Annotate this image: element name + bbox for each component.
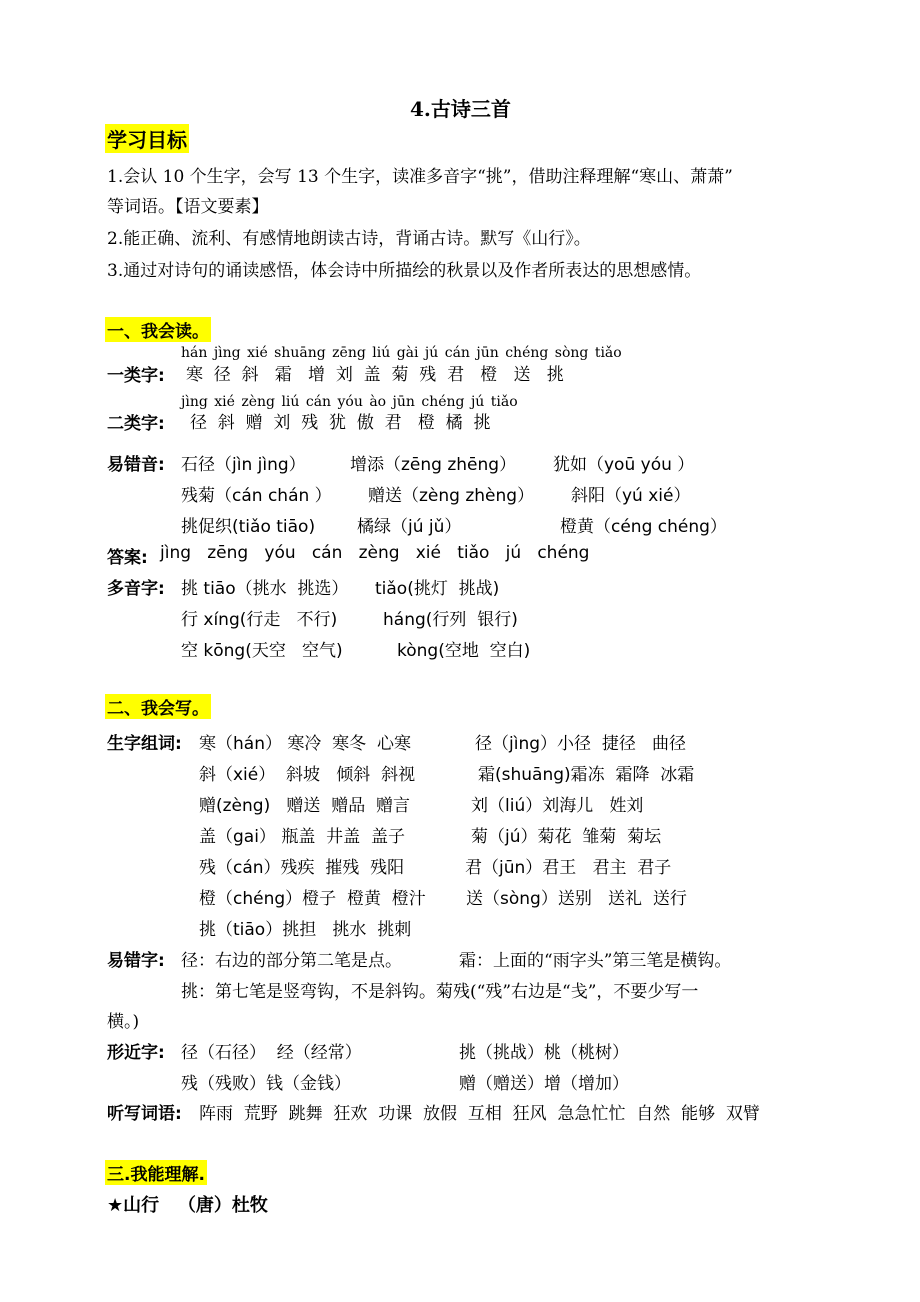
zuci-item: 径（jìng）小径 捷径 曲径 [475,734,687,754]
tingxie-label: 听写词语: [107,1104,182,1124]
class-2-chars: 径 斜 赠 刘 残 犹 傲 君 橙 橘 挑 [190,413,491,433]
zuci-item: 赠(zèng) 赠送 赠品 赠言 [199,796,411,816]
zuci-item: 刘（liú）刘海儿 姓刘 [471,796,644,816]
zuci-item: 菊（jú）菊花 雏菊 菊坛 [471,827,662,847]
duoyin-item: kòng(空地 空白) [397,641,531,661]
section-2-heading: 二、我会写。 [105,694,211,719]
zuci-item: 残（cán）残疾 摧残 残阳 [199,858,405,878]
xingjin-item: 挑（挑战）桃（桃树） [459,1043,629,1063]
zuci-item: 斜（xié） 斜坡 倾斜 斜视 [199,765,416,785]
goal-item-1-line-2: 等词语。【语文要素】 [107,197,269,217]
zuci-item: 霜(shuāng)霜冻 霜降 冰霜 [478,765,695,785]
zuci-item: 君（jūn）君王 君主 君子 [465,858,672,878]
zuci-item: 挑（tiāo）挑担 挑水 挑刺 [199,920,412,940]
duoyin-item: háng(行列 银行) [383,610,518,630]
section-3-heading: 三.我能理解. [105,1160,207,1185]
duoyin-label: 多音字: [107,579,165,599]
yicuoyin-item: 石径（jìn jìng） [181,455,306,475]
yicuoyin-item: 残菊（cán chán ） [181,486,332,506]
class-2-pinyin: jìng xié zèng liú cán yóu ào jūn chéng jú tiǎo [181,394,518,410]
class-1-label: 一类字: [107,366,165,386]
yicuozi-line-3: 横。) [107,1012,140,1032]
goals-heading: 学习目标 [105,124,189,153]
tingxie-text: 阵雨 荒野 跳舞 狂欢 功课 放假 互相 狂风 急急忙忙 自然 能够 双臂 [199,1104,760,1124]
zuci-item: 送（sòng）送别 送礼 送行 [466,889,687,909]
yicuoyin-item: 挑促织(tiǎo tiāo) [181,517,316,537]
section-1-heading: 一、我会读。 [105,317,211,342]
xingjin-item: 径（石径） 经（经常） [181,1043,362,1063]
yicuozi-label: 易错字: [107,951,165,971]
yicuozi-line-1b: 霜：上面的“雨字头”第三笔是横钩。 [459,951,732,971]
goal-item-1-line-1: 1.会认 10 个生字，会写 13 个生字，读准多音字“挑”，借助注释理解“寒山、萧萧” [107,167,733,187]
duoyin-item: 行 xíng(行走 不行) [181,610,338,630]
duoyin-item: 挑 tiāo（挑水 挑选） [181,579,349,599]
poem-title-line: ★山行 （唐）杜牧 [107,1195,268,1216]
zuci-item: 橙（chéng）橙子 橙黄 橙汁 [199,889,426,909]
zuci-item: 寒（hán） 寒冷 寒冬 心寒 [199,734,411,754]
yicuoyin-item: 赠送（zèng zhèng） [368,486,535,506]
xingjin-label: 形近字: [107,1043,165,1063]
goal-item-2: 2.能正确、流利、有感情地朗读古诗，背诵古诗。默写《山行》。 [107,229,591,249]
goal-item-3: 3.通过对诗句的诵读感悟，体会诗中所描绘的秋景以及作者所表达的思想感情。 [107,261,702,281]
yicuozi-line-1a: 径：右边的部分第二笔是点。 [181,951,402,971]
duoyin-item: tiǎo(挑灯 挑战) [375,579,500,599]
yicuoyin-item: 增添（zēng zhēng） [350,455,517,475]
xingjin-item: 残（残败）钱（金钱） [181,1074,351,1094]
yicuoyin-item: 橙黄（céng chéng） [560,517,727,537]
xingjin-item: 赠（赠送）增（增加） [459,1074,629,1094]
class-2-label: 二类字: [107,414,165,434]
answer-label: 答案: [107,548,148,568]
duoyin-item: 空 kōng(天空 空气) [181,641,343,661]
yicuozi-line-2: 挑：第七笔是竖弯钩，不是斜钩。菊残(“残”右边是“戋”，不要少写一 [181,982,699,1002]
zuci-label: 生字组词: [107,734,182,754]
class-1-pinyin: hán jìng xié shuāng zēng liú gài jú cán jūn chéng sòng tiǎo [181,345,622,361]
yicuoyin-item: 橘绿（jú jǔ） [357,517,462,537]
yicuoyin-item: 犹如（yoū yóu ） [553,455,695,475]
answer-text: jìng zēng yóu cán zèng xié tiǎo jú chéng [160,543,590,563]
page-title: 4.古诗三首 [410,97,511,121]
yicuoyin-item: 斜阳（yú xié） [571,486,691,506]
yicuoyin-label: 易错音: [107,455,165,475]
class-1-chars: 寒 径 斜 霜 增 刘 盖 菊 残 君 橙 送 挑 [186,365,564,385]
zuci-item: 盖（gai） 瓶盖 井盖 盖子 [199,827,405,847]
